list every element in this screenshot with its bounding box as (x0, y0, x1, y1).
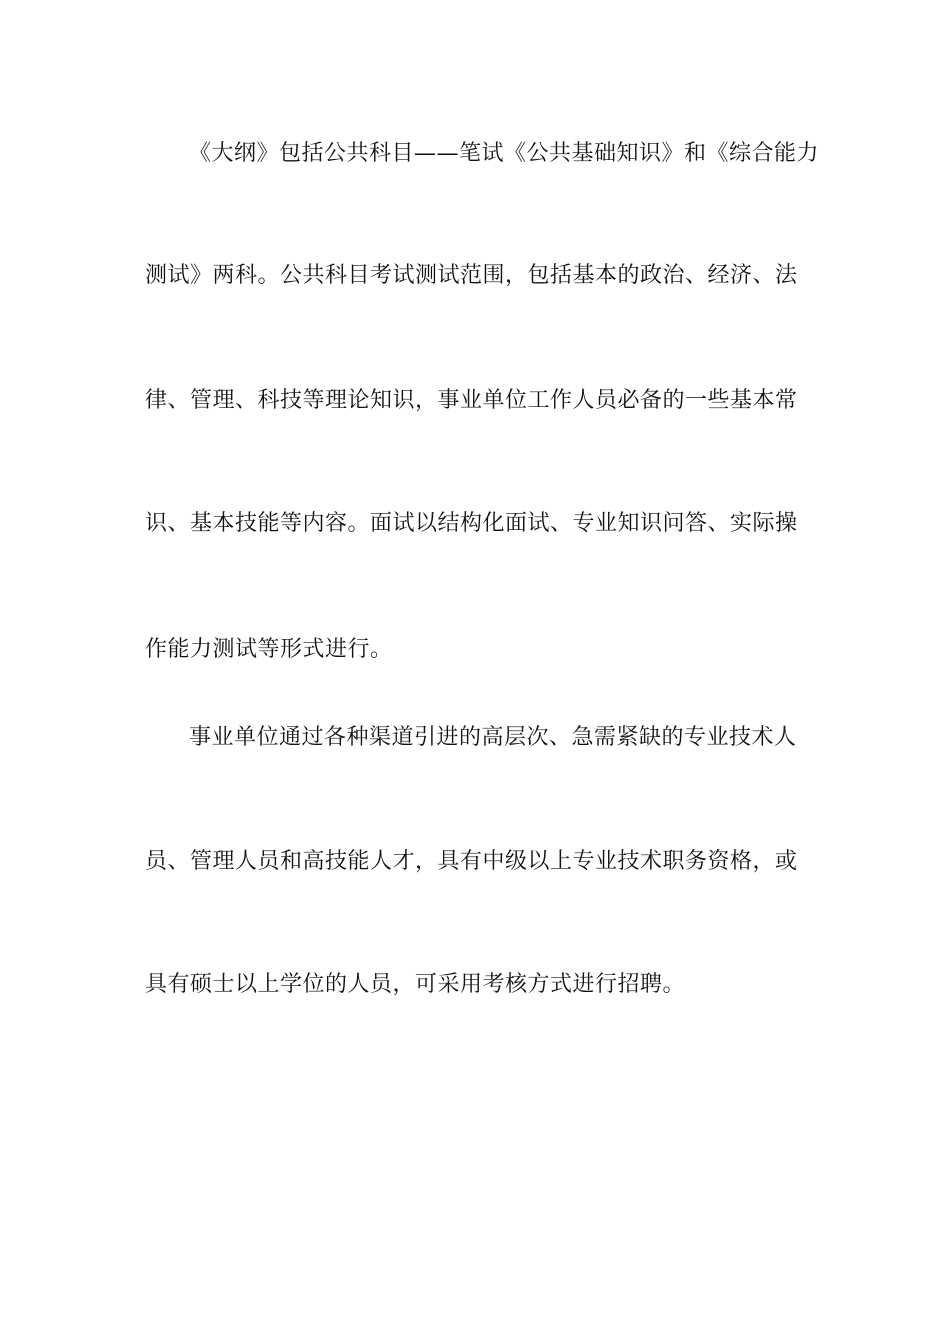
paragraph-line: 员、管理人员和高技能人才，具有中级以上专业技术职务资格，或 (145, 849, 798, 874)
paragraph-line: 识、基本技能等内容。面试以结构化面试、专业知识问答、实际操 (145, 511, 798, 536)
paragraph-line: 具有硕士以上学位的人员，可采用考核方式进行招聘。 (145, 972, 686, 997)
paragraph-line: 事业单位通过各种渠道引进的高层次、急需紧缺的专业技术人 (189, 725, 797, 750)
paragraph-line: 测试》两科。公共科目考试测试范围，包括基本的政治、经济、法 (145, 263, 798, 288)
paragraph-line: 作能力测试等形式进行。 (145, 637, 393, 662)
paragraph-line: 律、管理、科技等理论知识，事业单位工作人员必备的一些基本常 (145, 388, 798, 413)
paragraph-line: 《大纲》包括公共科目——笔试《公共基础知识》和《综合能力 (189, 141, 820, 166)
